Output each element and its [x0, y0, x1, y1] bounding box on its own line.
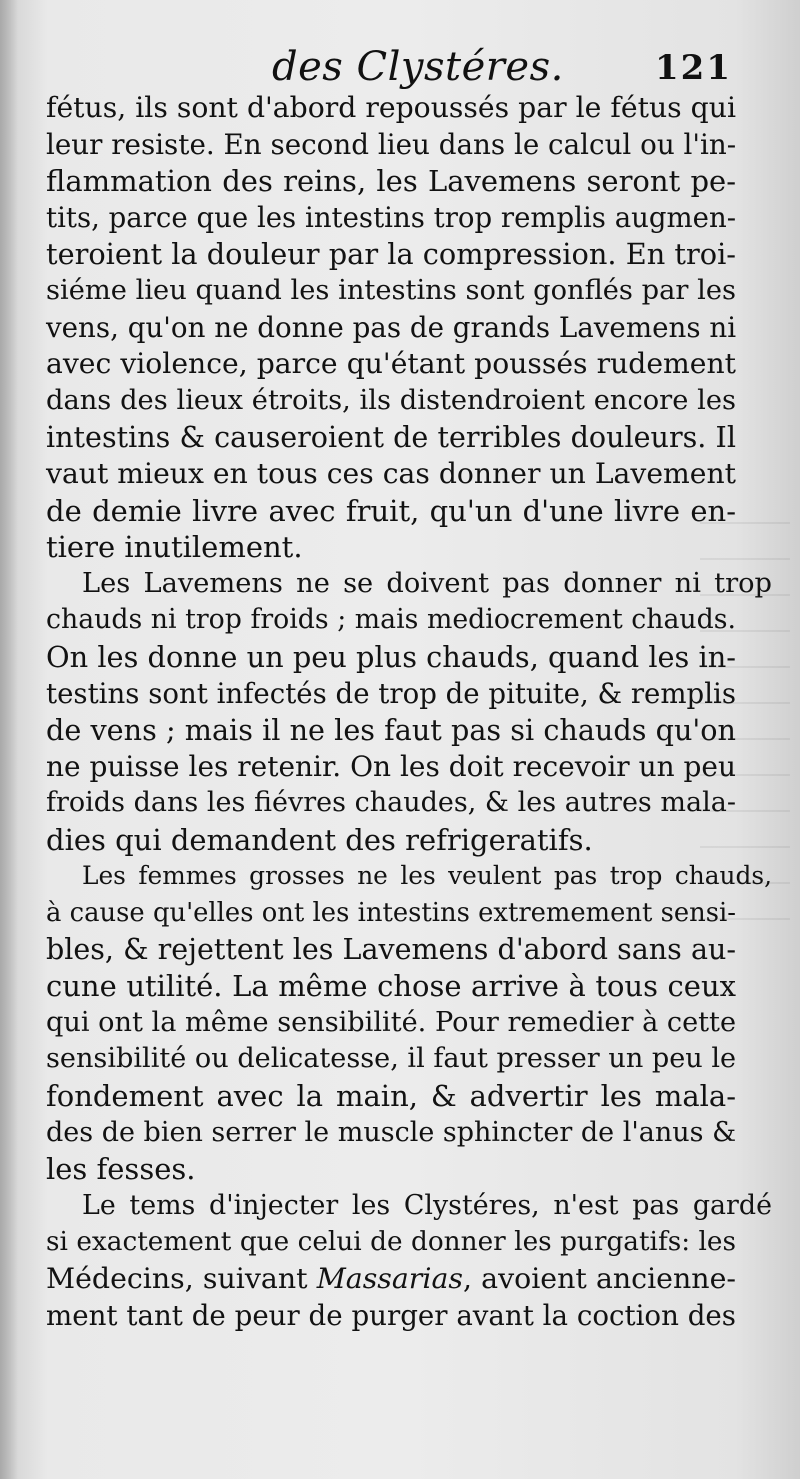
- text-line: flammation des reins, les Lavemens seront pe-: [46, 164, 736, 199]
- text-line: avec violence, parce qu'étant poussés rudement: [46, 347, 736, 381]
- text-line: chauds ni trop froids ; mais mediocrement chauds.: [46, 604, 736, 636]
- text-line: leur resiste. En second lieu dans le calcul ou l'in-: [46, 127, 737, 161]
- paragraph-4: [46, 1188, 772, 1334]
- text-line: Les Lavemens ne se doivent pas donner ni trop: [82, 567, 772, 599]
- text-line: testins sont infectés de trop de pituite, & remplis: [46, 676, 737, 710]
- text-line: sensibilité ou delicatesse, il faut presser un peu le: [46, 1043, 737, 1075]
- author-name-italic: Massarias: [316, 1262, 463, 1295]
- text-line: intestins & causeroient de terribles douleurs. Il: [46, 420, 736, 455]
- text-line: Le tems d'injecter les Clystéres, n'est pas gardé: [82, 1189, 772, 1221]
- text-line: si exactement que celui de donner les purgatifs: les: [46, 1227, 736, 1258]
- text-line: teroient la douleur par la compression. En troi-: [46, 237, 736, 272]
- text-line: Les femmes grosses ne les veulent pas trop chauds,: [82, 861, 772, 891]
- text-line: qui ont la même sensibilité. Pour remedier à cette: [46, 1006, 737, 1038]
- text-line: des de bien serrer le muscle sphincter de l'anus &: [46, 1116, 737, 1148]
- text-line: Médecins, suivant Massarias, avoient ancienne-: [46, 1262, 736, 1295]
- text-line: de vens ; mais il ne les faut pas si chauds qu'on: [46, 713, 736, 748]
- text-line: dies qui demandent des refrigeratifs.: [46, 822, 593, 857]
- text-line: dans des lieux étroits, ils distendroient encore les: [46, 384, 736, 416]
- running-title: des Clystéres.: [272, 44, 564, 90]
- text-line: à cause qu'elles ont les intestins extremement sensi-: [46, 898, 736, 929]
- text-line: siéme lieu quand les intestins sont gonflés par les: [46, 274, 736, 306]
- paragraph-3: [46, 858, 772, 1187]
- text-line: fondement avec la main, & advertir les mala-: [46, 1079, 736, 1114]
- text-line: vens, qu'on ne donne pas de grands Lavemens ni: [46, 310, 737, 344]
- text-line: froids dans les fiévres chaudes, & les autres mala-: [46, 787, 736, 819]
- text-line: de demie livre avec fruit, qu'un d'une livre en-: [46, 493, 736, 528]
- paragraph-1: [46, 90, 736, 566]
- text-line: cune utilité. La même chose arrive à tous ceux: [46, 969, 736, 1004]
- text-line: tiere inutilement.: [46, 530, 303, 565]
- text-line: On les donne un peu plus chauds, quand les in-: [46, 639, 736, 674]
- text-line: vaut mieux en tous ces cas donner un Lavement: [46, 456, 736, 490]
- paragraph-2: [46, 566, 772, 859]
- page-number: 121: [655, 48, 732, 88]
- text-line: ment tant de peur de purger avant la coction des: [46, 1298, 736, 1332]
- text-line: fétus, ils sont d'abord repoussés par le fétus qui: [46, 91, 736, 124]
- text-line: tits, parce que les intestins trop remplis augmen-: [46, 201, 736, 234]
- page-body: [46, 90, 772, 1334]
- text-line: bles, & rejettent les Lavemens d'abord sans au-: [46, 932, 736, 966]
- text-line: les fesses.: [46, 1152, 196, 1187]
- text-line: ne puisse les retenir. On les doit recevoir un peu: [46, 749, 736, 783]
